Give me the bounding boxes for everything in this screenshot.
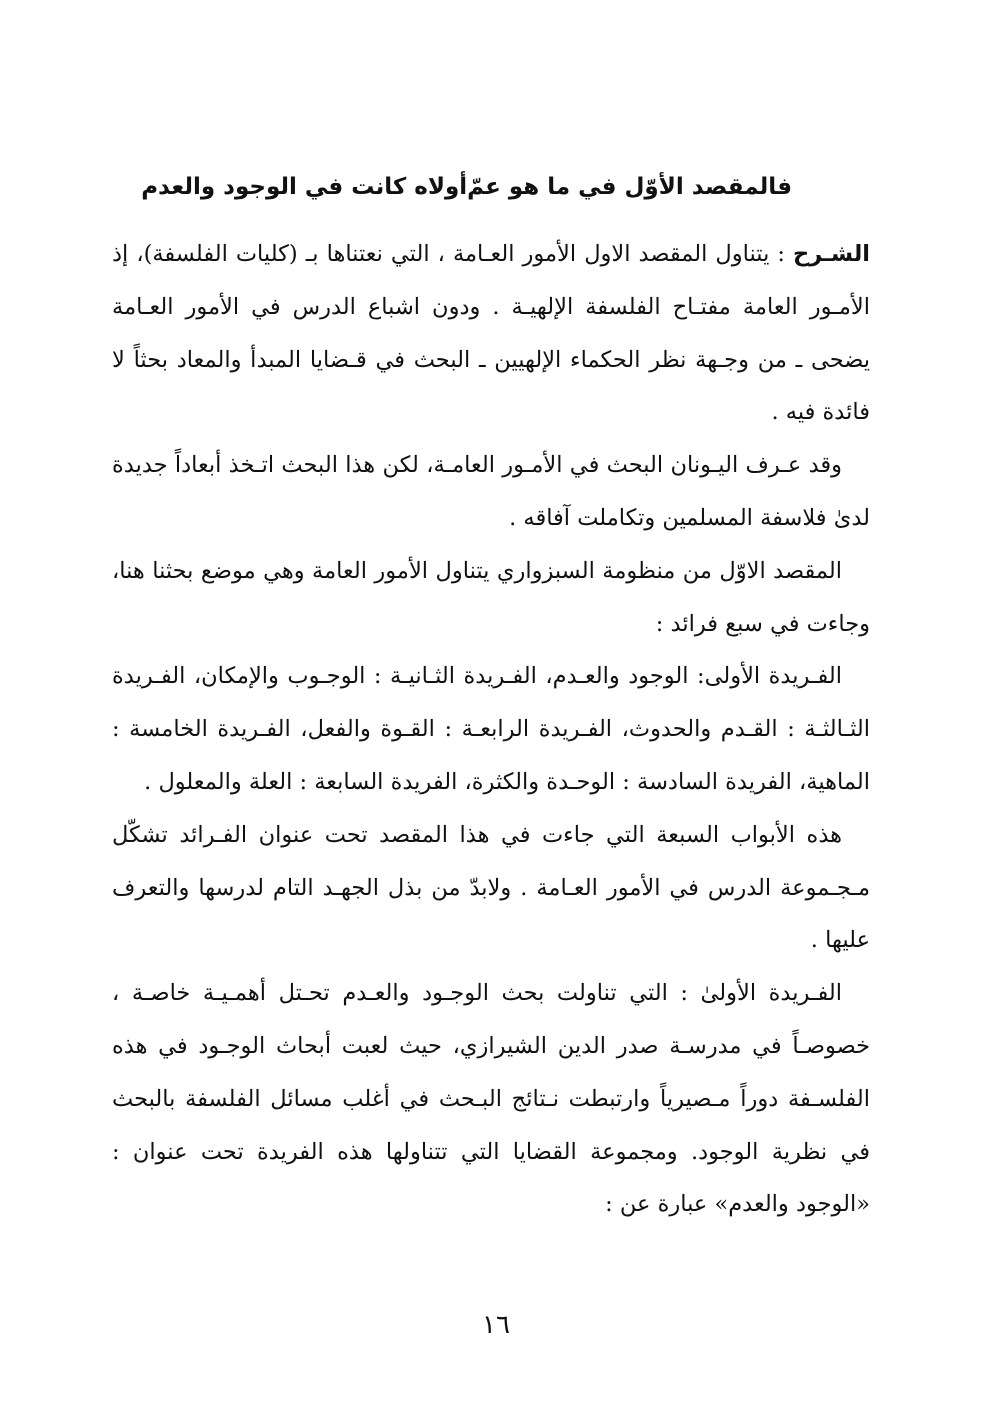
body-text — [112, 228, 870, 1231]
paragraph-text: : يتناول المقصد الاول الأمور العـامة ، التي نعتناها بـ (كليات الفلسفة)، إذ الأمـور العامة مفتـاح الفلسفة الإلهيـة . ودون اشباع الدرس في الأمور العـامة يضحى ـ من وجـهة نظر الحكماء الإلهيين ـ البحث في قـضايا المبدأ والمعاد بحثاً لا فائدة فيه . — [112, 241, 870, 426]
paragraph: المقصد الاوّل من منظومة السبزواري يتناول الأمور العامة وهي موضع بحثنا هنا، وجاءت في سبع فرائد : — [112, 557, 870, 637]
paragraph: الفـريدة الأولىٰ : التي تناولت بحث الوجـود والعـدم تحـتل أهمـيـة خاصـة ، خصوصـاً في مدرسـة صدر الدين الشيرازي، حيث لعبت أبحاث الوجـود في هذه الفلسـفة دوراً مـصيرياً وارتبطت نـتائج البـحث في أغلب مسائل الفلسفة بالبحث في نظرية الوجود. ومجموعة القضايا التي تتناولها هذه الفريدة تحت عنوان : «الوجود والعدم» عبارة عن : — [112, 980, 870, 1218]
paragraph: وقد عـرف اليـونان البحث في الأمـور العامـة، لكن هذا البحث اتـخذ أبعاداً جديدة لدىٰ فلاسفة المسلمين وتكاملت آفاقه . — [112, 452, 870, 531]
verse-second-hemistich: أولاه كانت في الوجود والعدم — [141, 174, 468, 200]
paragraph: الفـريدة الأولى: الوجود والعـدم، الفـريدة الثـانيـة : الوجـوب والإمكان، الفـريدة الثـالثـة : القـدم والحدوث، الفـريدة الرابعـة : القـوة والفعل، الفـريدة الخامسة : الماهية، الفريدة السادسة : الوحـدة والكثرة، الفريدة السابعة : العلة والمعلول . — [112, 663, 870, 795]
page-number: ١٦ — [482, 1310, 510, 1340]
verse-header — [141, 170, 792, 204]
paragraph: هذه الأبواب السبعة التي جاءت في هذا المقصد تحت عنوان الفـرائد تشكّل مـجـموعة الدرس في الأمور العـامة . ولابدّ من بذل الجهـد التام لدرسها والتعرف عليها . — [112, 821, 870, 954]
verse-first-hemistich: فالمقصد الأوّل في ما هو عمّ — [467, 174, 792, 200]
commentary-label: الشـرح — [793, 241, 870, 267]
paragraph-commentary — [112, 228, 870, 439]
